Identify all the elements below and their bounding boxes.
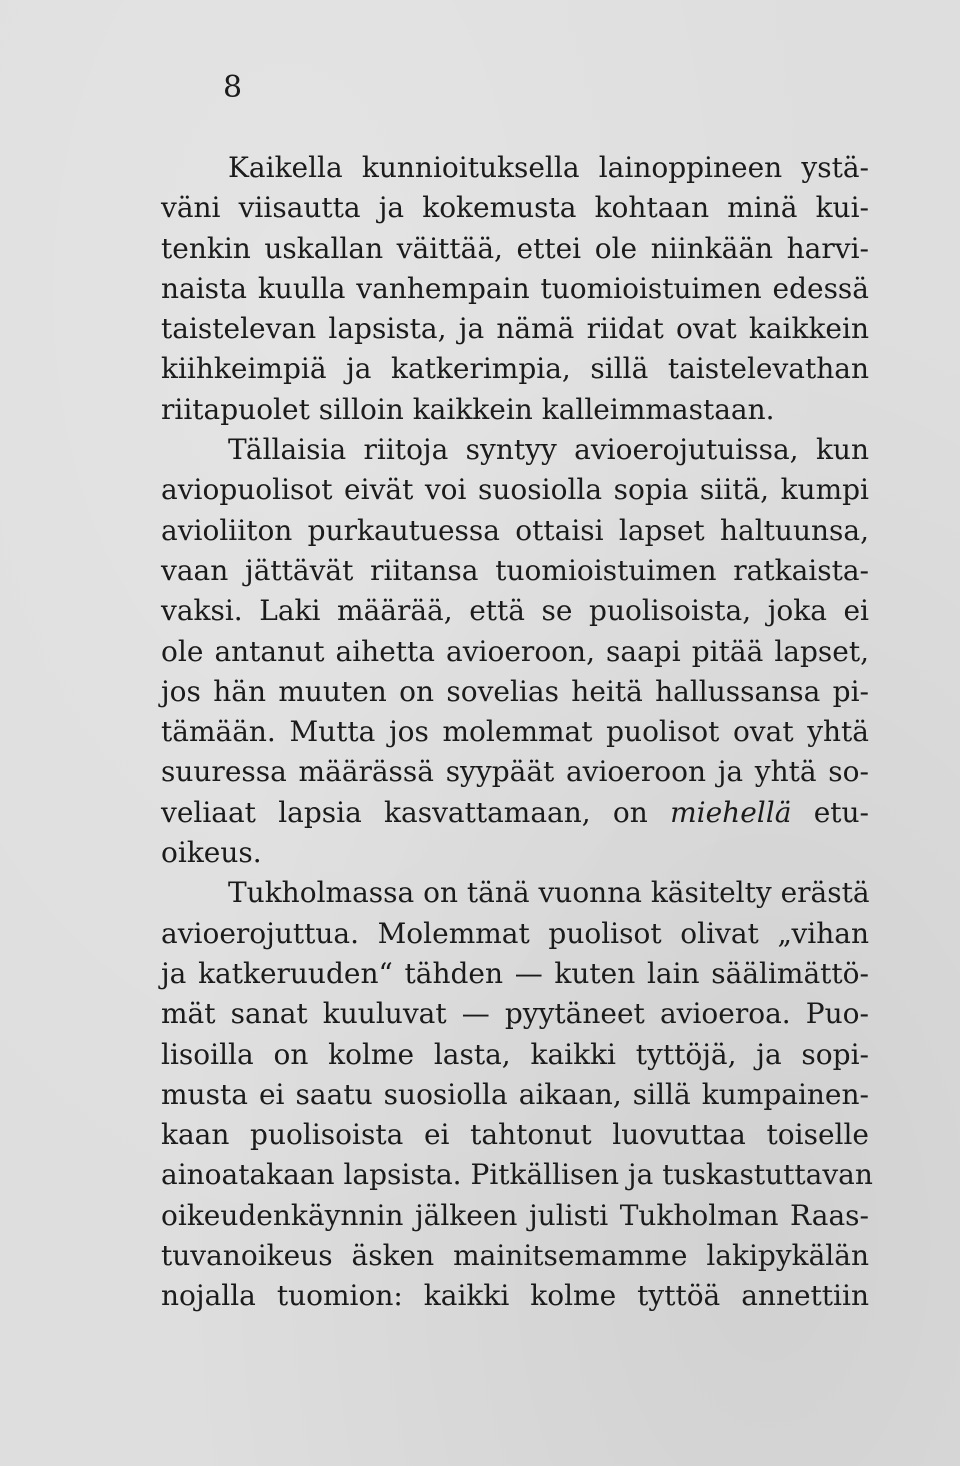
text-fragment: etu- bbox=[813, 795, 870, 829]
text-line: Tällaisia riitoja syntyy avioerojutuissa, kun bbox=[228, 433, 869, 467]
text-line: tuvanoikeus äsken mainitsemamme lakipykälän bbox=[161, 1239, 869, 1273]
text-line: avioliiton purkautuessa ottaisi lapset haltuunsa, bbox=[161, 513, 869, 547]
text-line: ainoatakaan lapsista. Pitkällisen ja tuskastuttavan bbox=[161, 1158, 873, 1192]
text-line-emphasis bbox=[161, 793, 869, 833]
text-line: vaksi. Laki määrää, että se puolisoista, joka ei bbox=[161, 594, 869, 628]
text-line: ja katkeruuden“ tähden — kuten lain säälimättö- bbox=[161, 956, 869, 990]
text-line: ole antanut aihetta avioeroon, saapi pitää lapset, bbox=[161, 634, 869, 668]
text-line: Tukholmassa on tänä vuonna käsitelty erästä bbox=[228, 876, 870, 910]
text-line: naista kuulla vanhempain tuomioistuimen edessä bbox=[161, 271, 869, 305]
text-line: aviopuolisot eivät voi suosiolla sopia siitä, kumpi bbox=[161, 473, 869, 507]
text-line: musta ei saatu suosiolla aikaan, sillä kumpainen- bbox=[161, 1077, 869, 1111]
page-number: 8 bbox=[223, 70, 243, 105]
text-line: oikeus. bbox=[161, 836, 262, 870]
text-line: nojalla tuomion: kaikki kolme tyttöä annettiin bbox=[161, 1279, 869, 1313]
text-line: väni viisautta ja kokemusta kohtaan minä kui- bbox=[161, 191, 869, 225]
text-line: kiihkeimpiä ja katkerimpia, sillä taistelevathan bbox=[161, 352, 869, 386]
text-line: lisoilla on kolme lasta, kaikki tyttöjä, ja sopi- bbox=[161, 1037, 869, 1071]
text-line: vaan jättävät riitansa tuomioistuimen ratkaista- bbox=[161, 553, 869, 587]
text-line: kaan puolisoista ei tahtonut luovuttaa toiselle bbox=[161, 1118, 869, 1152]
emphasized-word: miehellä bbox=[670, 795, 792, 829]
text-line: riitapuolet silloin kaikkein kalleimmastaan. bbox=[161, 392, 775, 426]
text-line: tenkin uskallan väittää, ettei ole niinkään harvi- bbox=[161, 231, 869, 265]
text-line: tämään. Mutta jos molemmat puolisot ovat yhtä bbox=[161, 715, 869, 749]
text-line: jos hän muuten on sovelias heitä hallussansa pi- bbox=[161, 674, 869, 708]
text-fragment: veliaat lapsia kasvattamaan, on bbox=[161, 795, 648, 829]
text-line: Kaikella kunnioituksella lainoppineen ystä- bbox=[228, 151, 869, 184]
text-line: oikeudenkäynnin jälkeen julisti Tukholman Raas- bbox=[161, 1198, 869, 1232]
text-line: taistelevan lapsista, ja nämä riidat ovat kaikkein bbox=[161, 312, 869, 346]
body-text bbox=[161, 148, 873, 1317]
text-line: avioerojuttua. Molemmat puolisot olivat „vihan bbox=[161, 916, 869, 950]
text-line: suuressa määrässä syypäät avioeroon ja yhtä so- bbox=[161, 755, 869, 789]
text-line: mät sanat kuuluvat — pyytäneet avioeroa. Puo- bbox=[161, 997, 869, 1031]
